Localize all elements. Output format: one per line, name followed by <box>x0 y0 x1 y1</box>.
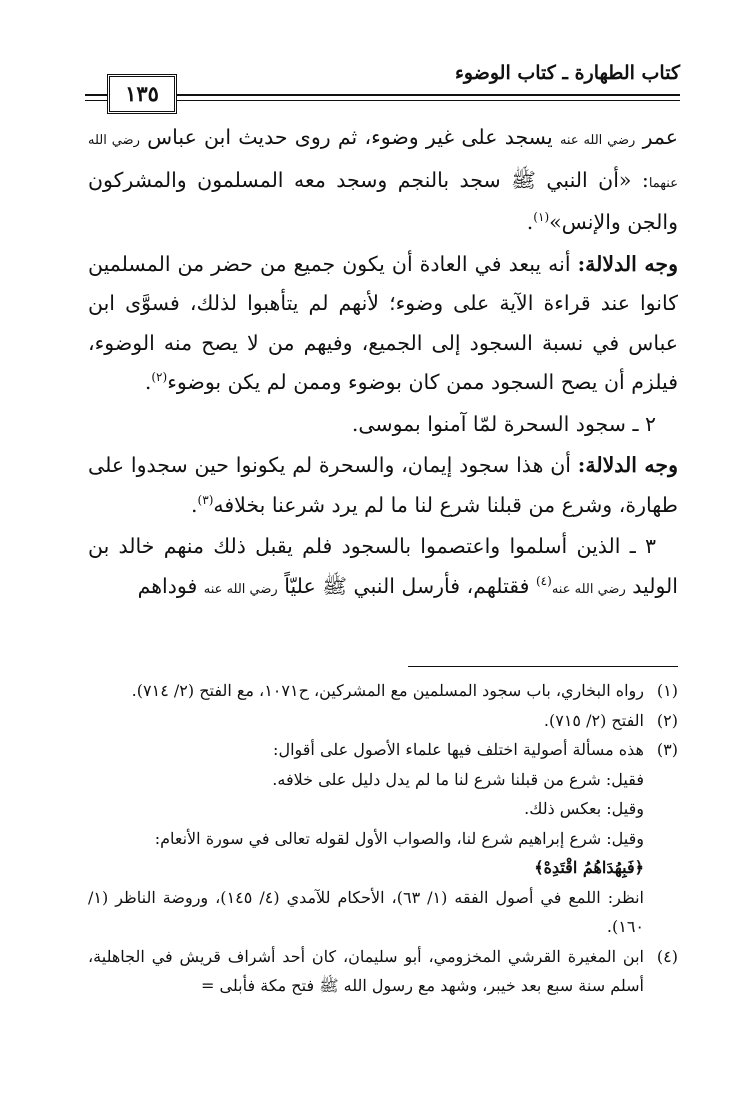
honorific: ﷺ <box>319 976 339 995</box>
footnote <box>88 676 678 706</box>
text-run: سجد بالنجم وسجد معه المسلمون والمشركون والجن والإنس» <box>88 167 678 234</box>
paragraph <box>88 118 678 243</box>
footnote-number: (٢) <box>656 710 678 730</box>
text-run: ابن المغيرة القرشي المخزومي، أبو سليمان، كان أحد أشراف قريش في الجاهلية، أسلم سنة سبع بعد خيبر، وشهد مع رسول الله <box>88 946 644 995</box>
footnote-ref[interactable]: (٣) <box>197 492 214 507</box>
text-run: : «أن النبي <box>546 167 649 192</box>
text-run: أن هذا سجود إيمان، والسحرة لم يكونوا حين سجدوا على طهارة، وشرع من قبلنا شرع لنا ما لم يرد شرعنا بخلافه <box>88 453 678 517</box>
footnote-number: (٣) <box>656 740 678 759</box>
footnote-text: رواه البخاري، باب سجود المسلمين مع المشركين، ح١٠٧١، مع الفتح (٢/ ٧١٤). <box>131 681 644 700</box>
footnote-text <box>88 942 644 1001</box>
text-run: يسجد على غير وضوء، ثم روى حديث ابن عباس <box>147 125 553 149</box>
honorific: ﷺ <box>511 167 536 192</box>
text-run: عليّاً <box>284 573 316 598</box>
page-number: ١٣٥ <box>107 74 177 114</box>
paragraph <box>88 245 678 403</box>
text-run: . <box>526 210 534 234</box>
text-run: ٢ ـ سجود السحرة لمّا آمنوا بموسى. <box>351 411 656 436</box>
page-header <box>85 58 680 108</box>
honorific: رضي الله عنه <box>203 581 278 597</box>
honorific: رضي الله عنه <box>551 581 626 597</box>
footnote-text: انظر: اللمع في أصول الفقه (١/ ٦٣)، الأحكام للآمدي (٤/ ١٤٥)، وروضة الناظر (١/ ١٦٠). <box>88 887 644 936</box>
footnote <box>88 706 678 736</box>
numbered-item <box>88 527 678 609</box>
footnote-separator <box>408 666 678 667</box>
text-run: . <box>144 370 152 394</box>
footnote <box>88 735 678 942</box>
honorific: رضي الله عنهما <box>88 133 678 191</box>
section-lead: وجه الدلالة: <box>577 453 678 477</box>
section-lead: وجه الدلالة: <box>577 251 678 276</box>
footnote-text: هذه مسألة أصولية اختلف فيها علماء الأصول على أقوال: <box>273 740 644 759</box>
honorific: رضي الله عنه <box>559 133 636 148</box>
footnote <box>88 942 678 1001</box>
footnote-ref[interactable]: (٤) <box>535 573 552 588</box>
honorific: ﷺ <box>322 573 347 598</box>
footnote-text: فقيل: شرع من قبلنا شرع لنا ما لم يدل دليل على خلافه. <box>272 769 644 789</box>
footnote-text: وقيل: شرع إبراهيم شرع لنا، والصواب الأول لقوله تعالى في سورة الأنعام: <box>154 828 644 848</box>
footnote-ref[interactable]: (٢) <box>151 370 168 385</box>
footnote-ref[interactable]: (١) <box>533 210 550 225</box>
footnote-number: (٤) <box>656 946 678 966</box>
text-run: فقتلهم، فأرسل النبي <box>353 573 530 598</box>
running-title: كتاب الطهارة ـ كتاب الوضوء <box>454 62 680 84</box>
text-run: ٣ ـ الذين أسلموا واعتصموا بالسجود فلم يقبل ذلك منهم خالد بن الوليد <box>88 534 678 598</box>
footnote-number: (١) <box>656 681 678 700</box>
text-run: فوداهم <box>137 573 198 598</box>
text-run: عمر <box>642 125 678 149</box>
main-text <box>88 118 678 609</box>
text-run: . <box>191 492 198 517</box>
text-run: فتح مكة فأبلى = <box>201 976 315 995</box>
text-run: أنه يبعد في العادة أن يكون جميع من حضر من المسلمين كانوا عند قراءة الآية على وضوء؛ لأنهم لم يتأهبوا لذلك، فسوَّى ابن عباس في نسبة السجود إلى الجميع، وفيهم من لا يصح منه الوضوء، فيلزم أن يصح السجود ممن كان بوضوء وممن لم يكن بوضوء <box>88 251 678 394</box>
footnote-text: وقيل: بعكس ذلك. <box>524 799 644 818</box>
paragraph <box>88 446 678 525</box>
footnote-text: الفتح (٢/ ٧١٥). <box>543 710 644 730</box>
numbered-item <box>88 405 678 445</box>
footnotes <box>88 676 678 1001</box>
quran-verse: ﴿فَبِهُدَاهُمُ اقْتَدِهْ﴾ <box>534 858 644 877</box>
